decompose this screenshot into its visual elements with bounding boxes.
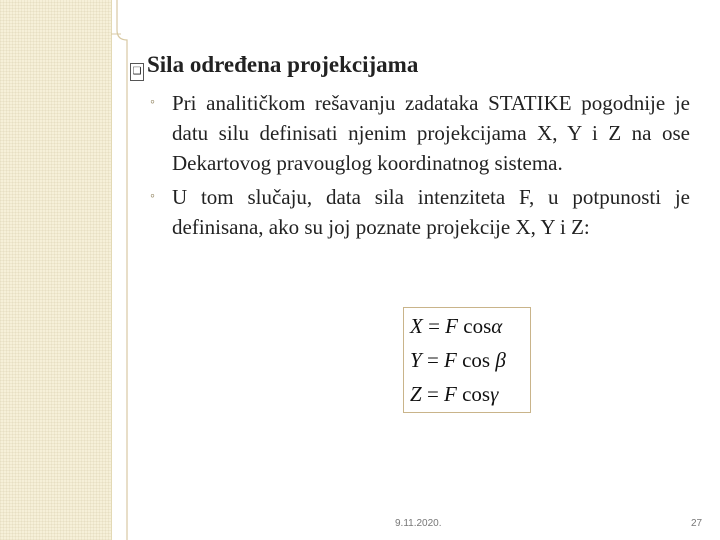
formula-fn: cos <box>463 314 492 338</box>
decorative-side-panel <box>0 0 112 540</box>
footer-date: 9.11.2020. <box>395 518 442 529</box>
title-bullet-icon: ❑ <box>130 63 144 81</box>
formula-angle: α <box>491 314 503 338</box>
bullet-marker-icon: ◦ <box>150 95 155 110</box>
formula-angle: γ <box>490 382 499 406</box>
frame-decoration <box>111 0 720 540</box>
formula-eq: = <box>428 314 440 338</box>
footer-page-number: 27 <box>691 518 703 529</box>
bullet-text: Pri analitičkom rešavanju zadataka STATIKE pogodnije je datu silu definisati njenim projekcijama X, Y i Z na ose Dekartovog pravouglog koordinatnog sistema. <box>172 91 690 175</box>
formula-lhs: X <box>410 314 423 338</box>
content-frame <box>111 0 720 540</box>
formula-eq: = <box>426 382 439 406</box>
list-item <box>150 182 690 242</box>
formula-lhs: Z <box>410 382 422 406</box>
bullet-list <box>150 88 690 246</box>
formula-coef: F <box>445 314 458 338</box>
formula-coef: F <box>444 382 457 406</box>
formula-fn: cos <box>462 348 491 372</box>
bullet-marker-icon: ◦ <box>150 189 155 204</box>
formula-fn: cos <box>462 382 491 406</box>
formula-x <box>410 314 502 339</box>
formula-eq: = <box>426 348 439 372</box>
formula-coef: F <box>444 348 457 372</box>
formula-angle: β <box>495 348 506 372</box>
bullet-text: U tom slučaju, data sila intenziteta F, u potpunosti je definisana, ako su joj poznate projekcije X, Y i Z: <box>172 185 690 239</box>
formula-y <box>410 348 506 373</box>
slide-title <box>130 52 418 81</box>
slide-title-text: Sila određena projekcijama <box>147 52 419 77</box>
list-item <box>150 88 690 178</box>
formula-z <box>410 382 498 407</box>
formula-lhs: Y <box>410 348 422 372</box>
formula-box <box>403 307 531 413</box>
